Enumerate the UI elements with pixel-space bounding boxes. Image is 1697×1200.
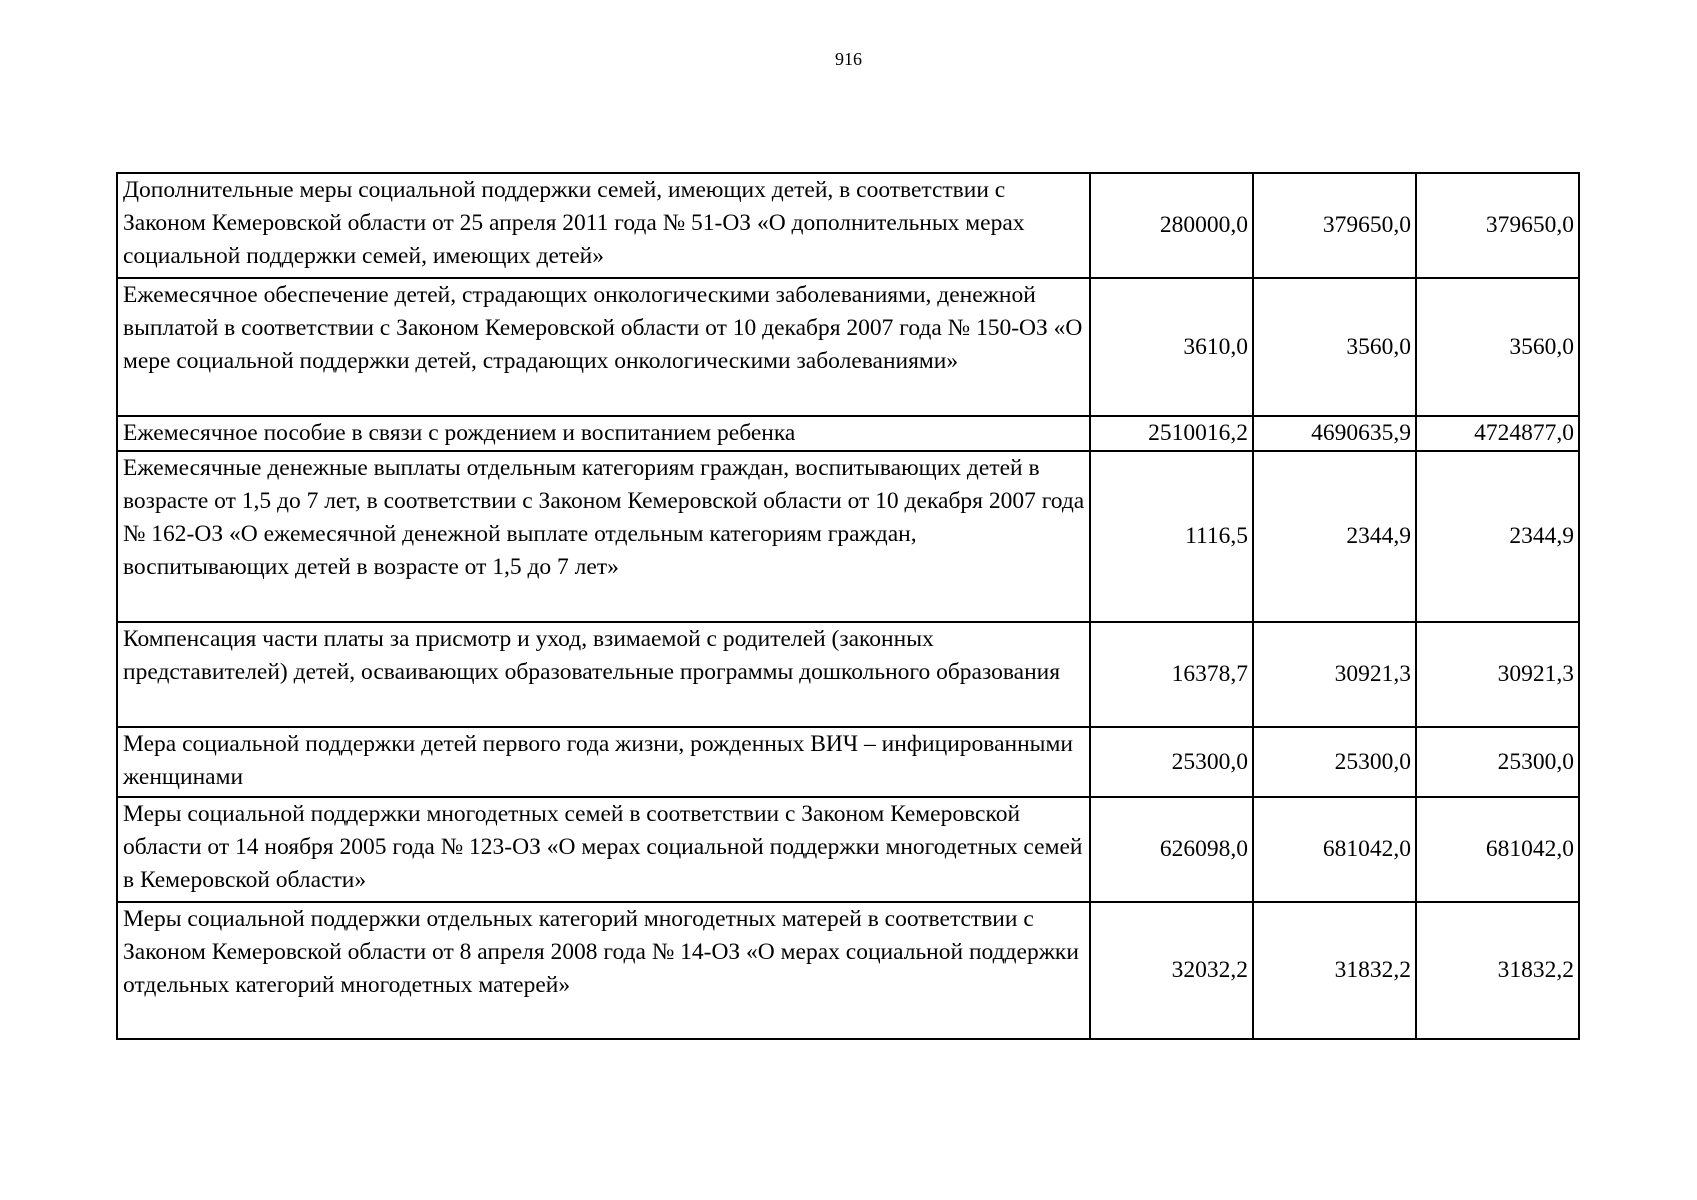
row-value-3: 2344,9 [1416, 451, 1579, 622]
row-description: Дополнительные меры социальной поддержки семей, имеющих детей, в соответствии с Законом Кемеровской области от 25 апреля 2011 года № 51-ОЗ «О дополнительных мерах социальной поддержки семей, имеющих детей» [117, 173, 1090, 278]
row-value-2: 31832,2 [1253, 902, 1416, 1039]
row-description: Ежемесячное пособие в связи с рождением и воспитанием ребенка [117, 416, 1090, 451]
row-value-1: 16378,7 [1090, 622, 1253, 727]
row-value-3: 681042,0 [1416, 797, 1579, 902]
table-row [117, 451, 1579, 622]
row-value-2: 4690635,9 [1253, 416, 1416, 451]
table-row [117, 797, 1579, 902]
row-value-3: 30921,3 [1416, 622, 1579, 727]
row-description: Меры социальной поддержки отдельных категорий многодетных матерей в соответствии с Законом Кемеровской области от 8 апреля 2008 года № 14-ОЗ «О мерах социальной поддержки отдельных категорий многодетных матерей» [117, 902, 1090, 1039]
row-value-2: 2344,9 [1253, 451, 1416, 622]
row-value-2: 30921,3 [1253, 622, 1416, 727]
row-value-1: 2510016,2 [1090, 416, 1253, 451]
row-value-1: 1116,5 [1090, 451, 1253, 622]
table-row [117, 727, 1579, 797]
table-row [117, 902, 1579, 1039]
row-value-3: 379650,0 [1416, 173, 1579, 278]
table-row [117, 416, 1579, 451]
row-value-1: 280000,0 [1090, 173, 1253, 278]
table-row [117, 278, 1579, 416]
row-value-2: 3560,0 [1253, 278, 1416, 416]
table-row [117, 622, 1579, 727]
row-value-2: 681042,0 [1253, 797, 1416, 902]
budget-table [116, 172, 1580, 1040]
row-value-2: 379650,0 [1253, 173, 1416, 278]
row-value-1: 32032,2 [1090, 902, 1253, 1039]
row-value-3: 3560,0 [1416, 278, 1579, 416]
row-value-3: 4724877,0 [1416, 416, 1579, 451]
row-description: Ежемесячные денежные выплаты отдельным категориям граждан, воспитывающих детей в возрасте от 1,5 до 7 лет, в соответствии с Законом Кемеровской области от 10 декабря 2007 года № 162-ОЗ «О ежемесячной денежной выплате отдельным категориям граждан, воспитывающих детей в возрасте от 1,5 до 7 лет» [117, 451, 1090, 622]
row-value-1: 626098,0 [1090, 797, 1253, 902]
row-description: Меры социальной поддержки многодетных семей в соответствии с Законом Кемеровской области от 14 ноября 2005 года № 123-ОЗ «О мерах социальной поддержки многодетных семей в Кемеровской области» [117, 797, 1090, 902]
row-description: Ежемесячное обеспечение детей, страдающих онкологическими заболеваниями, денежной выплатой в соответствии с Законом Кемеровской области от 10 декабря 2007 года № 150-ОЗ «О мере социальной поддержки детей, страдающих онкологическими заболеваниями» [117, 278, 1090, 416]
row-value-3: 25300,0 [1416, 727, 1579, 797]
row-value-1: 25300,0 [1090, 727, 1253, 797]
row-value-3: 31832,2 [1416, 902, 1579, 1039]
row-description: Мера социальной поддержки детей первого года жизни, рожденных ВИЧ – инфицированными женщинами [117, 727, 1090, 797]
row-value-2: 25300,0 [1253, 727, 1416, 797]
row-value-1: 3610,0 [1090, 278, 1253, 416]
table-row [117, 173, 1579, 278]
page-number: 916 [835, 49, 862, 69]
row-description: Компенсация части платы за присмотр и уход, взимаемой с родителей (законных представителей) детей, осваивающих образовательные программы дошкольного образования [117, 622, 1090, 727]
